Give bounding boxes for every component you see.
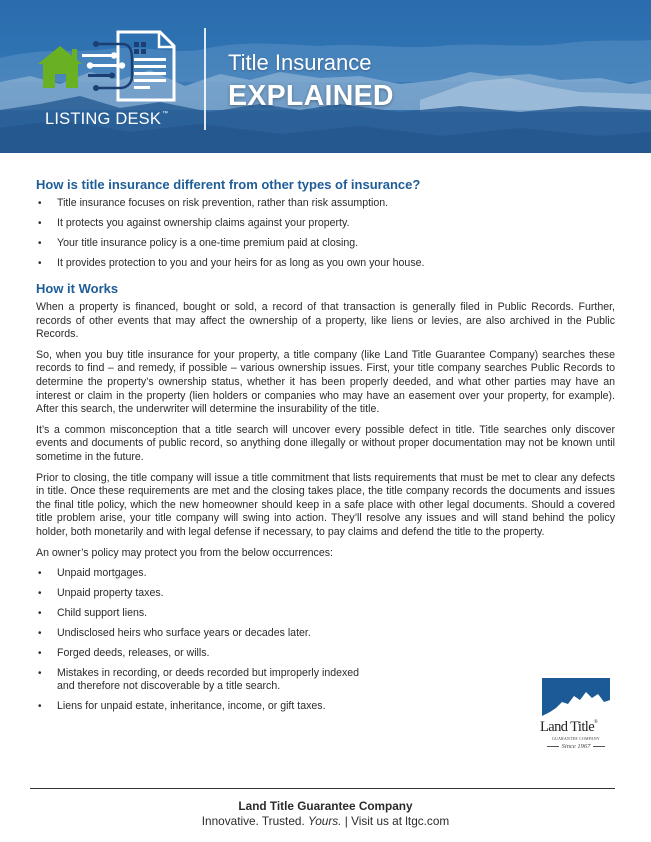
list-item: • Mistakes in recording, or deeds recorded but improperly indexed and therefore not discoverable by a title search. <box>36 667 366 693</box>
list-item: • Undisclosed heirs who surface years or decades later. <box>36 627 366 640</box>
logo-wordmark: Land Title® <box>540 719 598 735</box>
logo-since: Since 1967 <box>540 743 612 750</box>
section-heading-differences: How is title insurance different from other types of insurance? <box>36 177 421 192</box>
list-item: • Your title insurance policy is a one-time premium paid at closing. <box>36 237 615 250</box>
page-title-line2: EXPLAINED <box>228 80 394 112</box>
list-item: • It provides protection to you and your heirs for as long as you own your house. <box>36 257 615 270</box>
land-title-logo <box>540 677 612 763</box>
paragraph: So, when you buy title insurance for your property, a title company (like Land Title Guarantee Company) searches these records to find – and remedy, if possible – various ownership issues. First, your title company searches Public Records to determine the property’s ownership status, whether it has been properly deeded, and what other parties may have an interest or claim in the property (lien holders or companies who may have an easement over your property, for example). After this search, the underwriter will determine the insurability of the title. <box>36 348 615 416</box>
list-item: • Unpaid property taxes. <box>36 587 366 600</box>
paragraph: When a property is financed, bought or sold, a record of that transaction is generally filed in Public Records. Further, records of other events that may affect the ownership of a property, like liens or levies, are also archived in the Public Records. <box>36 301 615 341</box>
footer-company-name: Land Title Guarantee Company <box>238 799 413 813</box>
footer-tagline: Innovative. Trusted. Yours. | Visit us at ltgc.com <box>201 814 450 828</box>
page-title-line1: Title Insurance <box>228 50 372 75</box>
listing-desk-logo-icon <box>38 30 178 105</box>
trademark-symbol: ™ <box>162 111 169 117</box>
paragraph: Prior to closing, the title company will issue a title commitment that lists requirements that must be met to clear any defects in title. Once these requirements are met and the closing takes place, the title company records the documents and issues the final title policy, which the new homeowner should keep in a safe place with other legal documents. Should a covered title problem arise, your title company will swing into action. They’ll resolve any issues and will stand behind the policy holder, both monetarily and with legal defense if necessary, to pay claims and defend the title to the property. <box>36 471 615 538</box>
list-item: • Title insurance focuses on risk prevention, rather than risk assumption. <box>36 197 615 210</box>
footer-divider <box>30 788 615 789</box>
list-item: • It protects you against ownership claims against your property. <box>36 217 615 230</box>
logo-subtitle: GUARANTEE COMPANY <box>552 737 600 741</box>
listing-desk-brand <box>45 110 168 129</box>
section-heading-how-it-works: How it Works <box>36 281 119 296</box>
main-content <box>36 176 615 720</box>
header-banner <box>0 0 651 153</box>
website-link[interactable]: | Visit us at ltgc.com <box>341 814 450 828</box>
differences-list <box>36 197 615 270</box>
list-item: • Child support liens. <box>36 607 366 620</box>
occurrences-list <box>36 567 615 713</box>
paragraph: It’s a common misconception that a title search will uncover every possible defect in title. Title searches only discover events and documents of public record, so anything done illegally or without proper documentation may not be known until sometime in the future. <box>36 423 615 463</box>
list-item: • Liens for unpaid estate, inheritance, income, or gift taxes. <box>36 700 366 713</box>
brand-name: LISTING DESK <box>45 110 162 128</box>
mountain-logo-icon <box>542 678 610 721</box>
list-item: • Forged deeds, releases, or wills. <box>36 647 366 660</box>
banner-divider <box>204 28 206 130</box>
paragraph: An owner’s policy may protect you from the below occurrences: <box>36 546 333 559</box>
list-item: • Unpaid mortgages. <box>36 567 366 580</box>
